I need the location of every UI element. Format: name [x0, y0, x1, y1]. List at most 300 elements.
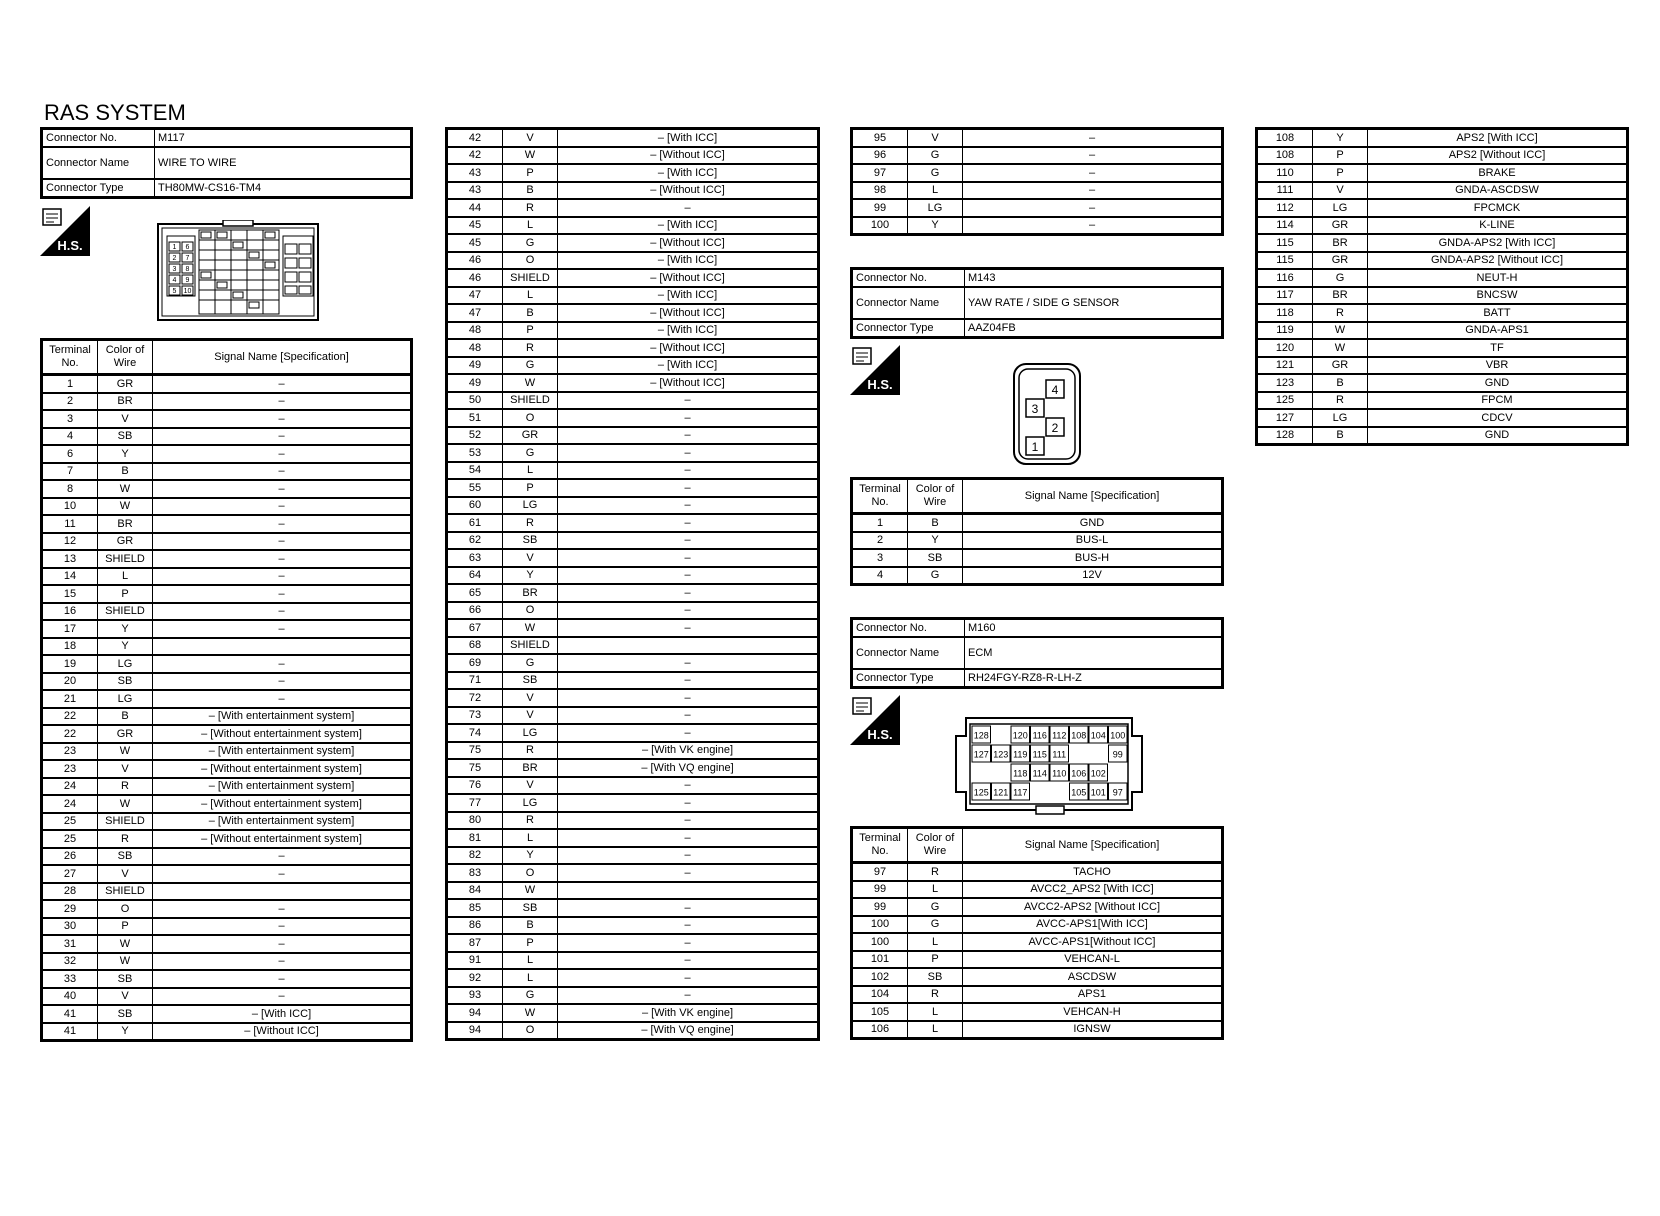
- m143-connector-name: YAW RATE / SIDE G SENSOR: [965, 287, 1223, 319]
- table-row: [42, 813, 412, 831]
- wire-color-cell: BR: [503, 759, 558, 777]
- terminal-no-cell: 66: [447, 602, 503, 620]
- terminal-no-cell: 11: [42, 515, 98, 533]
- terminal-no-cell: 67: [447, 619, 503, 637]
- signal-name-cell: –: [153, 953, 412, 971]
- m160-connector-name: ECM: [965, 637, 1223, 669]
- m117-terminal-table-3-wrap: [850, 127, 1224, 236]
- signal-name-cell: –: [558, 602, 819, 620]
- terminal-no-cell: 91: [447, 952, 503, 970]
- table-row: [42, 620, 412, 638]
- wire-color-cell: G: [503, 357, 558, 375]
- terminal-no-cell: 116: [1257, 269, 1313, 287]
- table-row: [447, 882, 819, 900]
- terminal-no-cell: 115: [1257, 252, 1313, 270]
- signal-name-cell: VEHCAN-H: [963, 1003, 1223, 1021]
- signal-name-cell: – [Without ICC]: [153, 1023, 412, 1041]
- terminal-no-cell: 42: [447, 147, 503, 165]
- svg-text:2: 2: [172, 255, 177, 262]
- table-row: [42, 638, 412, 656]
- m143-info-table: [850, 267, 1224, 339]
- signal-name-cell: FPCMCK: [1368, 199, 1628, 217]
- svg-text:5: 5: [172, 288, 177, 295]
- signal-name-cell: – [With ICC]: [153, 1005, 412, 1023]
- svg-text:1: 1: [172, 244, 177, 251]
- table-row: [447, 794, 819, 812]
- signal-name-cell: –: [963, 129, 1223, 147]
- table-row: [447, 777, 819, 795]
- wire-color-cell: L: [908, 182, 963, 200]
- wire-color-cell: V: [98, 410, 153, 428]
- terminal-no-cell: 84: [447, 882, 503, 900]
- wire-color-cell: B: [503, 917, 558, 935]
- table-row: [42, 375, 412, 393]
- table-row: [1257, 374, 1628, 392]
- wire-color-cell: R: [98, 778, 153, 796]
- wire-color-cell: W: [503, 882, 558, 900]
- signal-name-cell: AVCC-APS1[Without ICC]: [963, 933, 1223, 951]
- signal-name-cell: –: [558, 847, 819, 865]
- wire-color-cell: GR: [1313, 357, 1368, 375]
- wire-color-cell: W: [98, 953, 153, 971]
- signal-name-cell: – [Without ICC]: [558, 304, 819, 322]
- signal-name-cell: –: [153, 865, 412, 883]
- wire-color-cell: LG: [98, 690, 153, 708]
- signal-name-cell: –: [558, 777, 819, 795]
- terminal-no-cell: 74: [447, 724, 503, 742]
- signal-name-cell: BUS-L: [963, 532, 1223, 550]
- terminal-no-cell: 50: [447, 392, 503, 410]
- terminal-no-cell: 23: [42, 760, 98, 778]
- table-row: [42, 498, 412, 516]
- table-row: [1257, 182, 1628, 200]
- m117-rows-c: [852, 129, 1223, 235]
- wire-color-cell: GR: [98, 375, 153, 393]
- terminal-no-cell: 13: [42, 550, 98, 568]
- terminal-no-cell: 2: [852, 532, 908, 550]
- signal-name-cell: [558, 637, 819, 655]
- signal-name-cell: – [With VK engine]: [558, 742, 819, 760]
- wire-color-cell: P: [1313, 147, 1368, 165]
- wire-color-cell: O: [98, 900, 153, 918]
- wire-color-cell: W: [98, 498, 153, 516]
- pin-label: 119: [1013, 749, 1028, 760]
- pin-label: 110: [1052, 768, 1067, 779]
- terminal-no-cell: 48: [447, 322, 503, 340]
- table-row: [447, 584, 819, 602]
- wire-color-cell: B: [908, 514, 963, 532]
- wire-color-cell: SB: [98, 428, 153, 446]
- svg-text:H.S.: H.S.: [867, 377, 893, 392]
- label-connector-name: Connector Name: [852, 637, 965, 669]
- terminal-no-cell: 48: [447, 339, 503, 357]
- terminal-no-cell: 45: [447, 217, 503, 235]
- m160-connector-type: RH24FGY-RZ8-R-LH-Z: [965, 669, 1223, 688]
- label-connector-no: Connector No.: [42, 129, 155, 148]
- pin-label: 121: [993, 787, 1009, 798]
- signal-name-cell: –: [153, 445, 412, 463]
- m160-info-table: [850, 617, 1224, 689]
- wire-color-cell: G: [908, 164, 963, 182]
- pin-label: 125: [973, 787, 989, 798]
- wire-color-cell: R: [1313, 392, 1368, 410]
- m143-connector-face: [1012, 362, 1082, 466]
- signal-name-cell: –: [558, 532, 819, 550]
- table-row: [447, 199, 819, 217]
- m143-terminal-table: [850, 477, 1224, 586]
- terminal-no-cell: 97: [852, 863, 908, 881]
- wire-color-cell: SHIELD: [98, 603, 153, 621]
- wire-color-cell: Y: [98, 620, 153, 638]
- wire-color-cell: L: [503, 462, 558, 480]
- signal-name-cell: –: [153, 935, 412, 953]
- table-row: [447, 427, 819, 445]
- wire-color-cell: Y: [98, 638, 153, 656]
- table-row: [447, 619, 819, 637]
- pin-label: 100: [1110, 730, 1126, 741]
- wire-color-cell: V: [98, 760, 153, 778]
- signal-name-cell: GND: [1368, 374, 1628, 392]
- m160-connector-face: [952, 712, 1146, 816]
- m160-pin-grid: [972, 726, 1127, 800]
- terminal-no-cell: 71: [447, 672, 503, 690]
- signal-name-cell: –: [558, 917, 819, 935]
- signal-name-cell: –: [153, 603, 412, 621]
- wire-color-cell: L: [908, 1021, 963, 1039]
- signal-name-cell: – [With ICC]: [558, 252, 819, 270]
- signal-name-cell: GNDA-APS1: [1368, 322, 1628, 340]
- wire-color-cell: GR: [1313, 217, 1368, 235]
- wire-color-cell: L: [503, 287, 558, 305]
- signal-name-cell: APS1: [963, 986, 1223, 1004]
- signal-name-cell: –: [153, 393, 412, 411]
- signal-name-cell: – [Without entertainment system]: [153, 795, 412, 813]
- terminal-no-cell: 55: [447, 479, 503, 497]
- table-row: [447, 812, 819, 830]
- table-row: [447, 322, 819, 340]
- terminal-no-cell: 97: [852, 164, 908, 182]
- table-row: [42, 848, 412, 866]
- wire-color-cell: Y: [503, 847, 558, 865]
- table-row: [447, 147, 819, 165]
- wire-color-cell: LG: [503, 497, 558, 515]
- terminal-no-cell: 53: [447, 444, 503, 462]
- wire-color-cell: GR: [98, 725, 153, 743]
- table-row: [447, 287, 819, 305]
- terminal-no-cell: 1: [42, 375, 98, 393]
- svg-text:H.S.: H.S.: [57, 238, 83, 253]
- terminal-no-cell: 4: [852, 567, 908, 585]
- wire-color-cell: Y: [98, 445, 153, 463]
- table-row: [447, 479, 819, 497]
- table-row: [447, 549, 819, 567]
- signal-name-cell: K-LINE: [1368, 217, 1628, 235]
- label-connector-name: Connector Name: [852, 287, 965, 319]
- wire-color-cell: R: [503, 514, 558, 532]
- wire-color-cell: GR: [1313, 252, 1368, 270]
- terminal-no-cell: 25: [42, 830, 98, 848]
- wire-color-cell: BR: [98, 393, 153, 411]
- wire-color-cell: L: [98, 568, 153, 586]
- terminal-no-cell: 7: [42, 463, 98, 481]
- wire-color-cell: W: [503, 1004, 558, 1022]
- terminal-no-cell: 108: [1257, 147, 1313, 165]
- terminal-no-cell: 110: [1257, 164, 1313, 182]
- table-row: [42, 603, 412, 621]
- m160-terminal-table-1: [850, 826, 1224, 1040]
- m117-connector-no: M117: [155, 129, 412, 148]
- svg-text:H.S.: H.S.: [867, 727, 893, 742]
- pin-label: 120: [1012, 730, 1028, 741]
- m117-connector-type: TH80MW-CS16-TM4: [155, 179, 412, 198]
- table-row: [447, 672, 819, 690]
- terminal-no-cell: 2: [42, 393, 98, 411]
- table-row: [1257, 409, 1628, 427]
- signal-name-cell: TF: [1368, 339, 1628, 357]
- wire-color-cell: LG: [503, 724, 558, 742]
- wire-color-cell: SB: [908, 968, 963, 986]
- table-row: [42, 935, 412, 953]
- table-row: [447, 444, 819, 462]
- wire-color-cell: GR: [503, 427, 558, 445]
- terminal-no-cell: 33: [42, 970, 98, 988]
- terminal-no-cell: 119: [1257, 322, 1313, 340]
- wire-color-cell: Y: [503, 567, 558, 585]
- m117-rows-a: [42, 375, 412, 1041]
- terminal-no-cell: 32: [42, 953, 98, 971]
- wire-color-cell: V: [503, 707, 558, 725]
- terminal-no-cell: 47: [447, 304, 503, 322]
- header-color-of-wire: Color of Wire: [908, 828, 963, 863]
- m117-terminal-table-2-wrap: [445, 127, 820, 1041]
- wire-color-cell: O: [503, 602, 558, 620]
- signal-name-cell: –: [558, 707, 819, 725]
- table-row: [852, 881, 1223, 899]
- terminal-no-cell: 92: [447, 969, 503, 987]
- table-row: [447, 514, 819, 532]
- table-row: [852, 182, 1223, 200]
- signal-name-cell: –: [558, 672, 819, 690]
- terminal-no-cell: 18: [42, 638, 98, 656]
- m160-rows-a: [852, 863, 1223, 1039]
- table-row: [42, 865, 412, 883]
- signal-name-cell: – [With VK engine]: [558, 1004, 819, 1022]
- svg-text:3: 3: [1031, 402, 1039, 416]
- terminal-no-cell: 41: [42, 1023, 98, 1041]
- signal-name-cell: –: [153, 375, 412, 393]
- wire-color-cell: L: [503, 969, 558, 987]
- terminal-no-cell: 115: [1257, 234, 1313, 252]
- table-row: [447, 969, 819, 987]
- terminal-no-cell: 43: [447, 164, 503, 182]
- table-row: [447, 952, 819, 970]
- wire-color-cell: P: [503, 479, 558, 497]
- label-connector-type: Connector Type: [852, 319, 965, 338]
- pin-label: 112: [1052, 730, 1067, 741]
- terminal-no-cell: 105: [852, 1003, 908, 1021]
- terminal-no-cell: 60: [447, 497, 503, 515]
- terminal-no-cell: 111: [1257, 182, 1313, 200]
- table-row: [1257, 164, 1628, 182]
- wire-color-cell: R: [908, 986, 963, 1004]
- signal-name-cell: GND: [963, 514, 1223, 532]
- wire-color-cell: G: [908, 567, 963, 585]
- terminal-no-cell: 6: [42, 445, 98, 463]
- wire-color-cell: V: [503, 129, 558, 147]
- wire-color-cell: SB: [98, 673, 153, 691]
- terminal-no-cell: 104: [852, 986, 908, 1004]
- signal-name-cell: CDCV: [1368, 409, 1628, 427]
- wire-color-cell: G: [503, 234, 558, 252]
- table-row: [447, 462, 819, 480]
- table-row: [42, 778, 412, 796]
- terminal-no-cell: 49: [447, 374, 503, 392]
- terminal-no-cell: 85: [447, 899, 503, 917]
- wire-color-cell: R: [98, 830, 153, 848]
- terminal-no-cell: 73: [447, 707, 503, 725]
- signal-name-cell: –: [558, 689, 819, 707]
- signal-name-cell: – [With ICC]: [558, 217, 819, 235]
- table-row: [447, 532, 819, 550]
- terminal-no-cell: 8: [42, 480, 98, 498]
- table-row: [1257, 199, 1628, 217]
- table-row: [1257, 339, 1628, 357]
- wire-color-cell: W: [503, 374, 558, 392]
- terminal-no-cell: 22: [42, 708, 98, 726]
- signal-name-cell: –: [558, 724, 819, 742]
- pin-label: 111: [1052, 749, 1067, 760]
- table-row: [447, 637, 819, 655]
- harness-side-icon: [40, 206, 90, 256]
- wire-color-cell: B: [503, 182, 558, 200]
- signal-name-cell: –: [153, 900, 412, 918]
- terminal-no-cell: 106: [852, 1021, 908, 1039]
- signal-name-cell: –: [963, 217, 1223, 235]
- wire-color-cell: B: [1313, 374, 1368, 392]
- signal-name-cell: – [Without ICC]: [558, 147, 819, 165]
- terminal-no-cell: 81: [447, 829, 503, 847]
- wire-color-cell: BR: [98, 515, 153, 533]
- header-terminal-no: Terminal No.: [42, 340, 98, 375]
- table-row: [852, 129, 1223, 147]
- svg-text:4: 4: [1051, 383, 1059, 397]
- signal-name-cell: – [With VQ engine]: [558, 1022, 819, 1040]
- signal-name-cell: –: [963, 182, 1223, 200]
- terminal-no-cell: 46: [447, 252, 503, 270]
- terminal-no-cell: 83: [447, 864, 503, 882]
- table-row: [447, 742, 819, 760]
- terminal-no-cell: 128: [1257, 427, 1313, 445]
- wire-color-cell: R: [503, 339, 558, 357]
- signal-name-cell: NEUT-H: [1368, 269, 1628, 287]
- pin-label: 97: [1112, 787, 1123, 798]
- table-row: [447, 252, 819, 270]
- svg-text:1: 1: [1031, 440, 1039, 454]
- terminal-no-cell: 46: [447, 269, 503, 287]
- wire-color-cell: O: [503, 252, 558, 270]
- wire-color-cell: G: [503, 654, 558, 672]
- signal-name-cell: AVCC2-APS2 [Without ICC]: [963, 898, 1223, 916]
- signal-name-cell: –: [558, 444, 819, 462]
- wire-color-cell: L: [503, 952, 558, 970]
- pin-label: 106: [1071, 768, 1087, 779]
- m143-connector-type: AAZ04FB: [965, 319, 1223, 338]
- signal-name-cell: –: [153, 428, 412, 446]
- m143-rows: [852, 514, 1223, 585]
- wire-color-cell: L: [503, 217, 558, 235]
- table-row: [852, 898, 1223, 916]
- terminal-no-cell: 102: [852, 968, 908, 986]
- signal-name-cell: –: [153, 673, 412, 691]
- table-row: [1257, 234, 1628, 252]
- wire-color-cell: P: [1313, 164, 1368, 182]
- terminal-no-cell: 16: [42, 603, 98, 621]
- terminal-no-cell: 4: [42, 428, 98, 446]
- terminal-no-cell: 64: [447, 567, 503, 585]
- pin-label: 123: [993, 749, 1009, 760]
- table-row: [42, 393, 412, 411]
- signal-name-cell: –: [558, 794, 819, 812]
- pin-label: 104: [1090, 730, 1106, 741]
- terminal-no-cell: 44: [447, 199, 503, 217]
- signal-name-cell: –: [153, 410, 412, 428]
- terminal-no-cell: 108: [1257, 129, 1313, 147]
- header-signal-name: Signal Name [Specification]: [963, 828, 1223, 863]
- terminal-no-cell: 14: [42, 568, 98, 586]
- wire-color-cell: SB: [908, 549, 963, 567]
- signal-name-cell: FPCM: [1368, 392, 1628, 410]
- m160-info-wrap: [850, 617, 1224, 689]
- terminal-no-cell: 72: [447, 689, 503, 707]
- table-row: [1257, 252, 1628, 270]
- wire-color-cell: R: [1313, 304, 1368, 322]
- table-row: [447, 654, 819, 672]
- signal-name-cell: GND: [1368, 427, 1628, 445]
- signal-name-cell: –: [558, 462, 819, 480]
- table-row: [42, 550, 412, 568]
- pin-label: 115: [1032, 749, 1047, 760]
- m117-info-table: [40, 127, 413, 199]
- wire-color-cell: SB: [98, 1005, 153, 1023]
- table-row: [447, 567, 819, 585]
- wire-color-cell: W: [1313, 322, 1368, 340]
- signal-name-cell: – [Without ICC]: [558, 374, 819, 392]
- table-row: [447, 374, 819, 392]
- terminal-no-cell: 20: [42, 673, 98, 691]
- terminal-no-cell: 94: [447, 1004, 503, 1022]
- wire-color-cell: W: [98, 480, 153, 498]
- svg-text:8: 8: [185, 266, 190, 273]
- signal-name-cell: – [Without entertainment system]: [153, 760, 412, 778]
- terminal-no-cell: 96: [852, 147, 908, 165]
- wire-color-cell: BR: [1313, 287, 1368, 305]
- terminal-no-cell: 62: [447, 532, 503, 550]
- table-row: [42, 690, 412, 708]
- signal-name-cell: [153, 638, 412, 656]
- terminal-no-cell: 86: [447, 917, 503, 935]
- table-row: [852, 147, 1223, 165]
- signal-name-cell: BNCSW: [1368, 287, 1628, 305]
- signal-name-cell: –: [963, 199, 1223, 217]
- table-row: [42, 1023, 412, 1041]
- table-row: [852, 933, 1223, 951]
- m117-terminal-table-1: [40, 338, 413, 1042]
- terminal-no-cell: 125: [1257, 392, 1313, 410]
- svg-text:3: 3: [172, 266, 177, 273]
- table-row: [42, 410, 412, 428]
- signal-name-cell: – [With VQ engine]: [558, 759, 819, 777]
- signal-name-cell: GNDA-APS2 [Without ICC]: [1368, 252, 1628, 270]
